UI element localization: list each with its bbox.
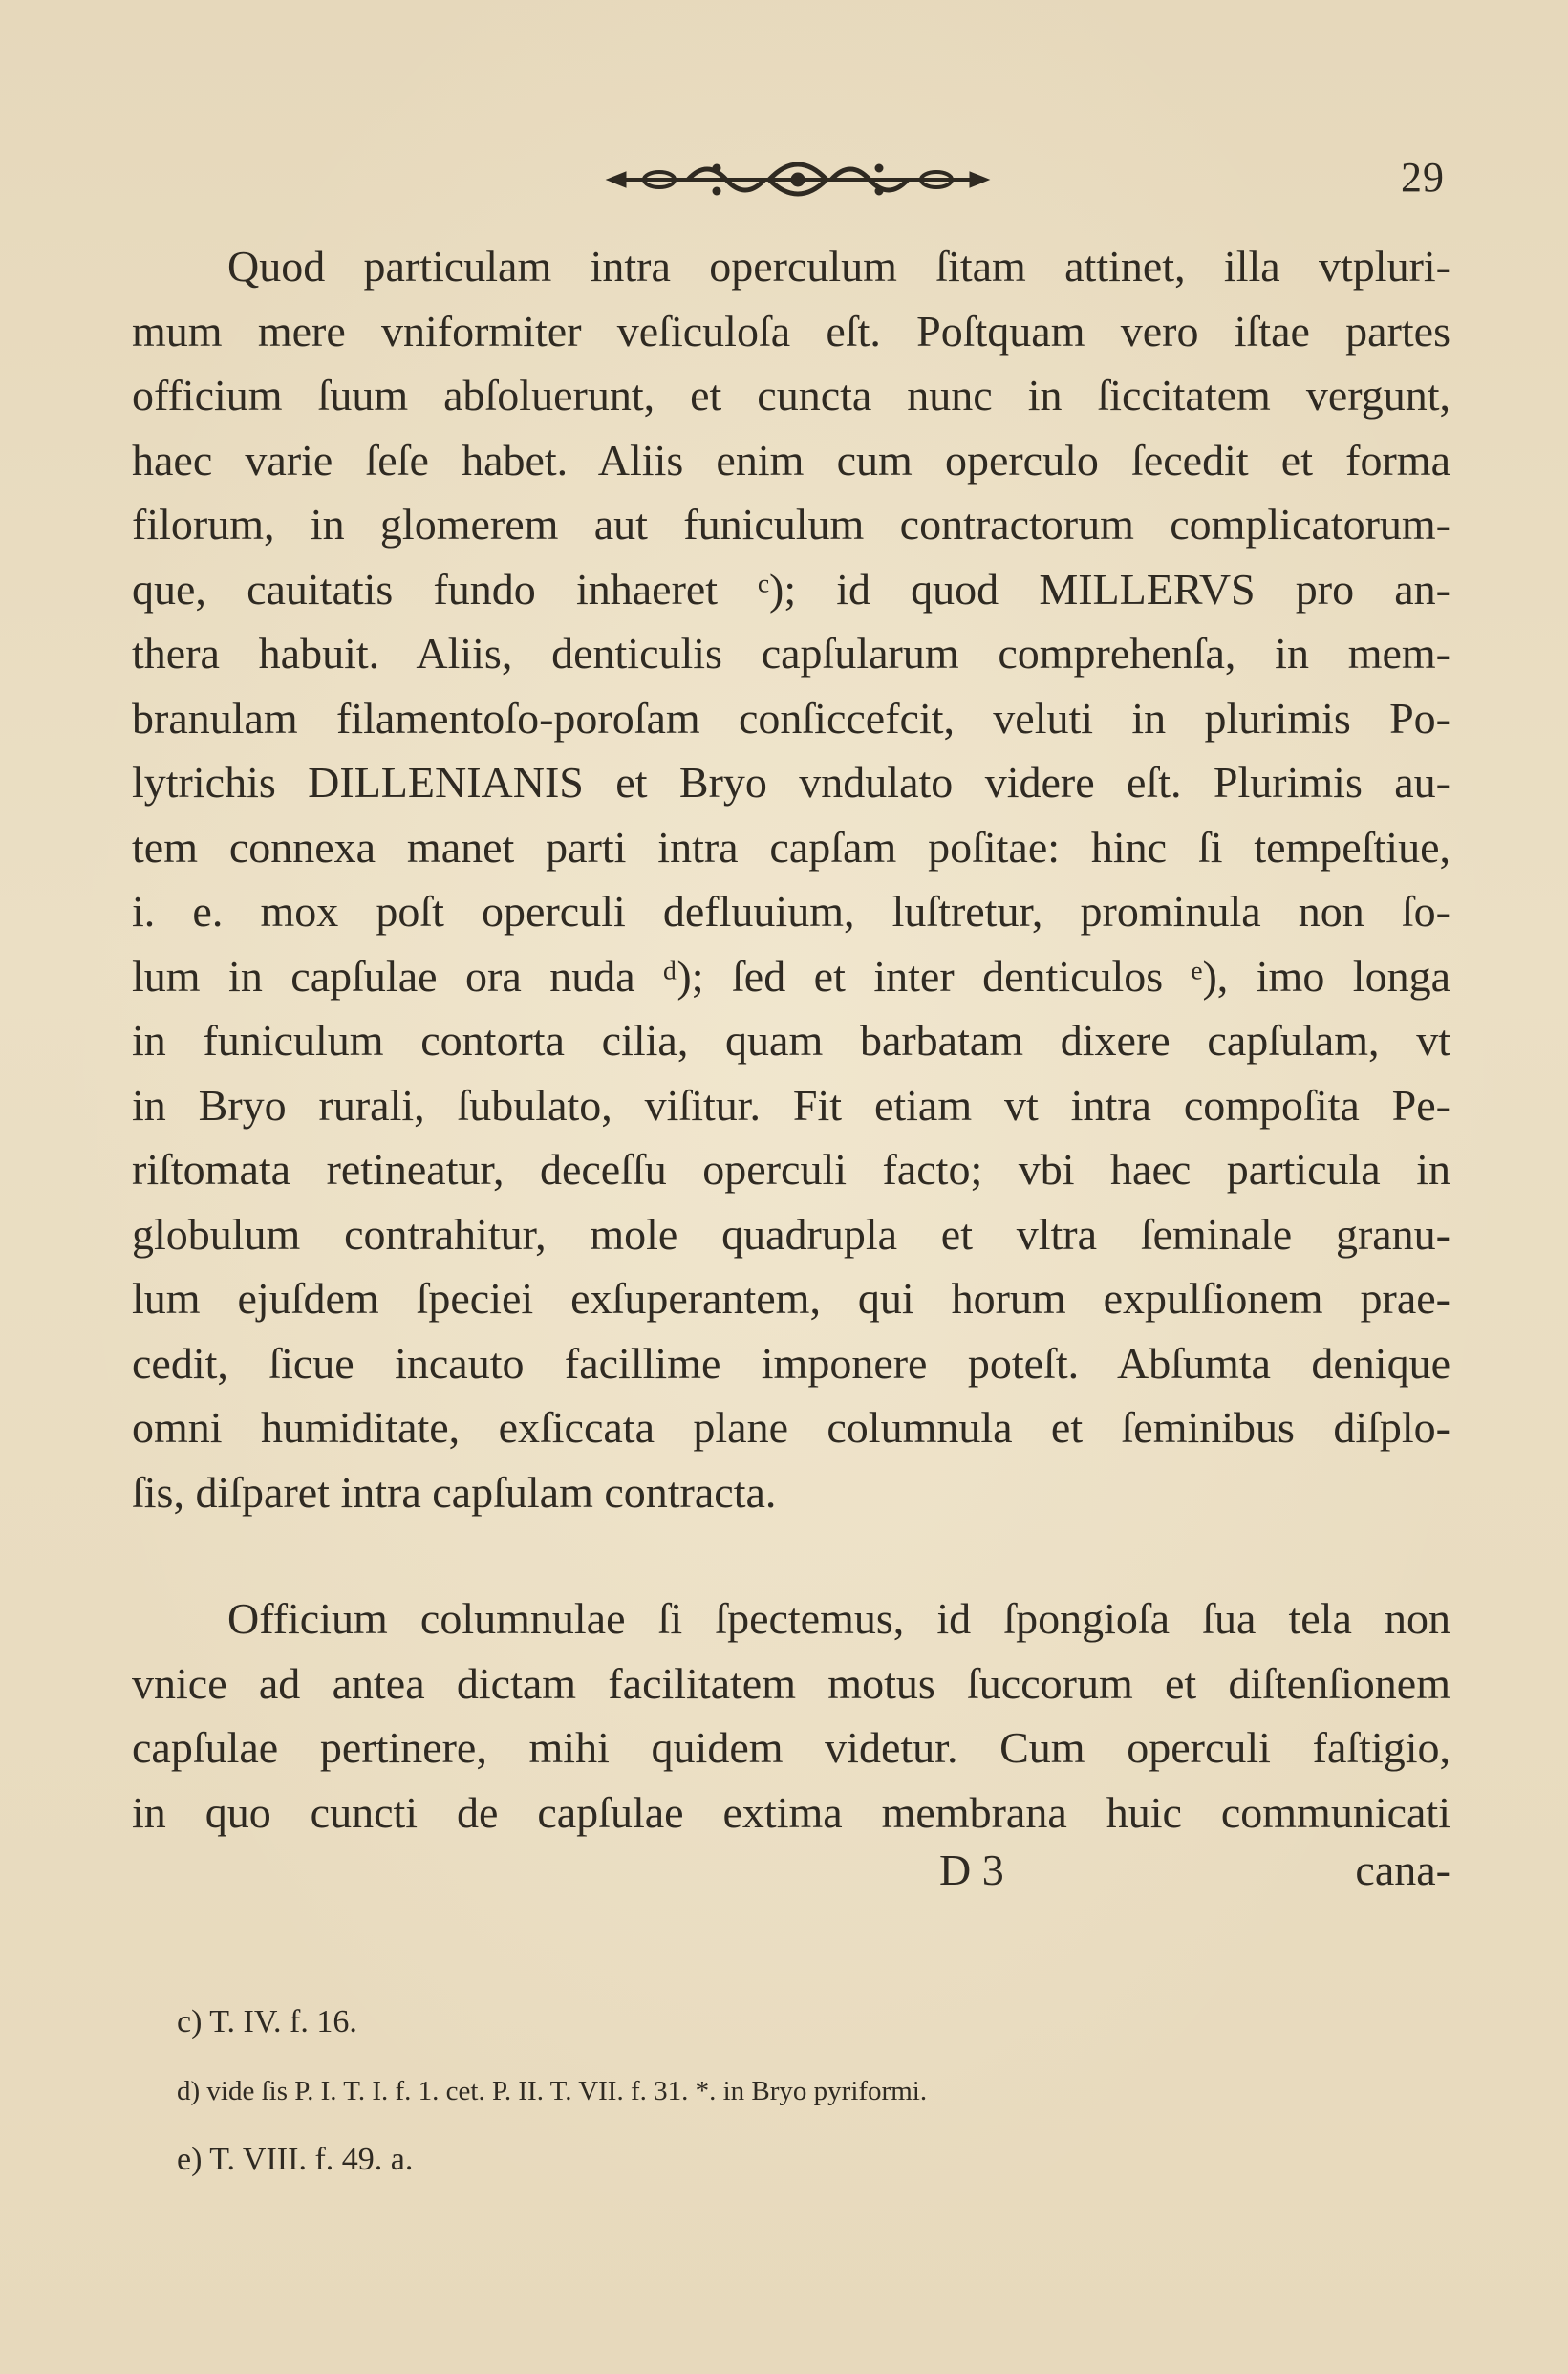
text-line: tem connexa manet parti intra capſam poſitae: hinc ſi tempeſtiue, bbox=[132, 822, 1450, 872]
text-line: Quod particulam intra operculum ſitam attinet, illa vtpluri- bbox=[227, 242, 1450, 291]
text-line: haec varie ſeſe habet. Aliis enim cum operculo ſecedit et forma bbox=[132, 435, 1450, 485]
text-line: globulum contrahitur, mole quadrupla et vltra ſeminale granu- bbox=[132, 1209, 1450, 1259]
text-line: ſis, diſparet intra capſulam contracta. bbox=[132, 1467, 777, 1517]
text-line: in Bryo rurali, ſubulato, viſitur. Fit etiam vt intra compoſita Pe- bbox=[132, 1080, 1450, 1130]
text-line: officium ſuum abſoluerunt, et cuncta nunc in ſiccitatem vergunt, bbox=[132, 371, 1450, 420]
footnotes bbox=[177, 1988, 1419, 2194]
signature-mark: D 3 bbox=[939, 1845, 1004, 1894]
text-line: in funiculum contorta cilia, quam barbatam dixere capſulam, vt bbox=[132, 1016, 1450, 1065]
text-line: cedit, ſicue incauto facillime imponere poteſt. Abſumta denique bbox=[132, 1338, 1450, 1388]
text-line: Officium columnulae ſi ſpectemus, id ſpongioſa ſua tela non bbox=[227, 1594, 1450, 1643]
text-line: vnice ad antea dictam facilitatem motus ſuccorum et diſtenſionem bbox=[132, 1658, 1450, 1708]
page-number: 29 bbox=[1401, 154, 1445, 201]
text-line: que, cauitatis fundo inhaeret ᶜ); id quod MILLERVS pro an- bbox=[132, 564, 1450, 614]
text-line: filorum, in glomerem aut funiculum contractorum complicatorum- bbox=[132, 500, 1450, 549]
paragraph-2 bbox=[132, 1586, 1450, 1845]
footnote: d) vide ſis P. I. T. I. f. 1. cet. P. II. T. VII. f. 31. *. in Bryo pyriformi. bbox=[177, 2076, 928, 2106]
text-line: lum in capſulae ora nuda ᵈ); ſed et inter denticulos ᵉ), imo longa bbox=[132, 951, 1450, 1001]
paragraph-1 bbox=[132, 234, 1450, 1524]
footnote: c) T. IV. f. 16. bbox=[177, 2004, 357, 2039]
catchword: cana- bbox=[1355, 1845, 1450, 1894]
text-line: omni humiditate, exſiccata plane columnula et ſeminibus diſplo- bbox=[132, 1403, 1450, 1452]
footnote: e) T. VIII. f. 49. a. bbox=[177, 2142, 414, 2177]
headpiece-ornament-icon bbox=[602, 153, 994, 206]
text-line: riſtomata retineatur, deceſſu operculi facto; vbi haec particula in bbox=[132, 1145, 1450, 1194]
text-line: branulam filamentoſo-poroſam conſiccefcit, veluti in plurimis Po- bbox=[132, 693, 1450, 743]
text-line: lytrichis DILLENIANIS et Bryo vndulato videre eſt. Plurimis au- bbox=[132, 758, 1450, 807]
text-line: lum ejuſdem ſpeciei exſuperantem, qui horum expulſionem prae- bbox=[132, 1274, 1450, 1323]
page-footer-line bbox=[132, 1845, 1450, 1902]
text-line: capſulae pertinere, mihi quidem videtur. Cum operculi faſtigio, bbox=[132, 1723, 1450, 1772]
text-line: in quo cuncti de capſulae extima membrana huic communicati bbox=[132, 1787, 1450, 1837]
text-line: mum mere vniformiter veſiculoſa eſt. Poſtquam vero iſtae partes bbox=[132, 306, 1450, 356]
text-line: thera habuit. Aliis, denticulis capſularum comprehenſa, in mem- bbox=[132, 629, 1450, 678]
text-line: i. e. mox poſt operculi defluuium, luſtretur, prominula non ſo- bbox=[132, 887, 1450, 936]
